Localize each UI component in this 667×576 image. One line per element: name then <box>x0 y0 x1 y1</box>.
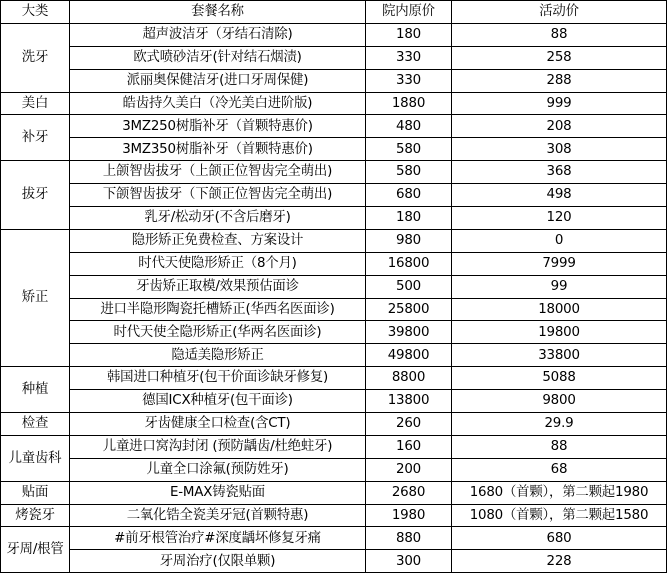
package-name-cell: 下颌智齿拔牙（下颌正位智齿完全萌出) <box>70 184 366 207</box>
table-row <box>1 207 667 230</box>
table-row <box>1 458 667 481</box>
package-name-cell: 乳牙/松动牙(不含后磨牙) <box>70 207 366 230</box>
package-name-cell: 3MZ250树脂补牙（首颗特惠价) <box>70 115 366 138</box>
category-cell: 拔牙 <box>1 161 70 230</box>
original-price-cell: 260 <box>366 413 452 436</box>
category-cell: 儿童齿科 <box>1 435 70 481</box>
promo-price-cell: 68 <box>452 458 667 481</box>
promo-price-cell: 498 <box>452 184 667 207</box>
table-body <box>1 23 667 572</box>
promo-price-cell: 368 <box>452 161 667 184</box>
table-row <box>1 275 667 298</box>
promo-price-cell: 29.9 <box>452 413 667 436</box>
original-price-cell: 1980 <box>366 504 452 527</box>
header-original-price: 院内原价 <box>366 1 452 24</box>
table-row <box>1 46 667 69</box>
header-package-name: 套餐名称 <box>70 1 366 24</box>
package-name-cell: 欧式喷砂洁牙(针对结石烟渍) <box>70 46 366 69</box>
promo-price-cell: 5088 <box>452 367 667 390</box>
promo-price-cell: 228 <box>452 550 667 573</box>
table-row <box>1 550 667 573</box>
promo-price-cell: 0 <box>452 229 667 252</box>
promo-price-cell: 680 <box>452 527 667 550</box>
original-price-cell: 8800 <box>366 367 452 390</box>
category-cell: 烤瓷牙 <box>1 504 70 527</box>
original-price-cell: 680 <box>366 184 452 207</box>
package-name-cell: 3MZ350树脂补牙（首颗特惠价) <box>70 138 366 161</box>
table-row <box>1 527 667 550</box>
table-row <box>1 252 667 275</box>
package-name-cell: 二氧化锆全瓷美牙冠(首颗特惠) <box>70 504 366 527</box>
table-row <box>1 138 667 161</box>
package-name-cell: 皓齿持久美白（冷光美白进阶版) <box>70 92 366 115</box>
promo-price-cell: 9800 <box>452 390 667 413</box>
promo-price-cell: 33800 <box>452 344 667 367</box>
category-cell: 美白 <box>1 92 70 115</box>
original-price-cell: 39800 <box>366 321 452 344</box>
original-price-cell: 160 <box>366 435 452 458</box>
table-row <box>1 69 667 92</box>
package-name-cell: 超声波洁牙（牙结石清除) <box>70 23 366 46</box>
original-price-cell: 500 <box>366 275 452 298</box>
original-price-cell: 2680 <box>366 481 452 504</box>
promo-price-cell: 1080（首颗），第二颗起1580 <box>452 504 667 527</box>
original-price-cell: 980 <box>366 229 452 252</box>
package-name-cell: E-MAX铸瓷贴面 <box>70 481 366 504</box>
promo-price-cell: 999 <box>452 92 667 115</box>
table-row <box>1 23 667 46</box>
table-row <box>1 161 667 184</box>
promo-price-cell: 88 <box>452 435 667 458</box>
table-row <box>1 344 667 367</box>
table-row <box>1 184 667 207</box>
original-price-cell: 880 <box>366 527 452 550</box>
package-name-cell: 德国ICX种植牙(包干面诊) <box>70 390 366 413</box>
original-price-cell: 25800 <box>366 298 452 321</box>
package-name-cell: 隐形矫正免费检查、方案设计 <box>70 229 366 252</box>
original-price-cell: 49800 <box>366 344 452 367</box>
table-row <box>1 435 667 458</box>
promo-price-cell: 208 <box>452 115 667 138</box>
original-price-cell: 580 <box>366 138 452 161</box>
promo-price-cell: 308 <box>452 138 667 161</box>
category-cell: 补牙 <box>1 115 70 161</box>
promo-price-cell: 7999 <box>452 252 667 275</box>
original-price-cell: 580 <box>366 161 452 184</box>
package-name-cell: 派丽奥保健洁牙(进口牙周保健) <box>70 69 366 92</box>
promo-price-cell: 88 <box>452 23 667 46</box>
category-cell: 检查 <box>1 413 70 436</box>
table-row <box>1 321 667 344</box>
package-name-cell: #前牙根管治疗#深度龋坏修复牙痛 <box>70 527 366 550</box>
promo-price-cell: 1680（首颗），第二颗起1980 <box>452 481 667 504</box>
header-row <box>1 1 667 24</box>
promo-price-cell: 99 <box>452 275 667 298</box>
category-cell: 牙周/根管 <box>1 527 70 573</box>
promo-price-cell: 258 <box>452 46 667 69</box>
original-price-cell: 480 <box>366 115 452 138</box>
package-name-cell: 牙齿矫正取模/效果预估面诊 <box>70 275 366 298</box>
package-name-cell: 上颌智齿拔牙（上颌正位智齿完全萌出) <box>70 161 366 184</box>
header-promo-price: 活动价 <box>452 1 667 24</box>
original-price-cell: 180 <box>366 207 452 230</box>
package-name-cell: 儿童全口涂氟(预防姓牙) <box>70 458 366 481</box>
table-row <box>1 115 667 138</box>
table-row <box>1 390 667 413</box>
package-name-cell: 儿童进口窝沟封闭 (预防龋齿/杜绝蛀牙) <box>70 435 366 458</box>
original-price-cell: 13800 <box>366 390 452 413</box>
promo-price-cell: 120 <box>452 207 667 230</box>
package-name-cell: 进口半隐形陶瓷托槽矫正(华西名医面诊) <box>70 298 366 321</box>
original-price-cell: 1880 <box>366 92 452 115</box>
category-cell: 种植 <box>1 367 70 413</box>
table-row <box>1 229 667 252</box>
original-price-cell: 180 <box>366 23 452 46</box>
table-row <box>1 367 667 390</box>
package-name-cell: 牙周治疗(仅限单颗) <box>70 550 366 573</box>
table-row <box>1 413 667 436</box>
category-cell: 贴面 <box>1 481 70 504</box>
promo-price-cell: 19800 <box>452 321 667 344</box>
promo-price-cell: 288 <box>452 69 667 92</box>
category-cell: 矫正 <box>1 229 70 366</box>
package-name-cell: 时代天使隐形矫正（8个月) <box>70 252 366 275</box>
original-price-cell: 200 <box>366 458 452 481</box>
package-name-cell: 隐适美隐形矫正 <box>70 344 366 367</box>
table-row <box>1 298 667 321</box>
original-price-cell: 300 <box>366 550 452 573</box>
package-name-cell: 时代天使全隐形矫正(华两名医面诊) <box>70 321 366 344</box>
table-row <box>1 481 667 504</box>
promo-price-cell: 18000 <box>452 298 667 321</box>
table-row <box>1 504 667 527</box>
table-row <box>1 92 667 115</box>
original-price-cell: 330 <box>366 46 452 69</box>
original-price-cell: 330 <box>366 69 452 92</box>
package-name-cell: 韩国进口种植牙(包干价面诊缺牙修复) <box>70 367 366 390</box>
category-cell: 洗牙 <box>1 23 70 92</box>
original-price-cell: 16800 <box>366 252 452 275</box>
package-name-cell: 牙齿健康全口检查(含CT) <box>70 413 366 436</box>
header-category: 大类 <box>1 1 70 24</box>
